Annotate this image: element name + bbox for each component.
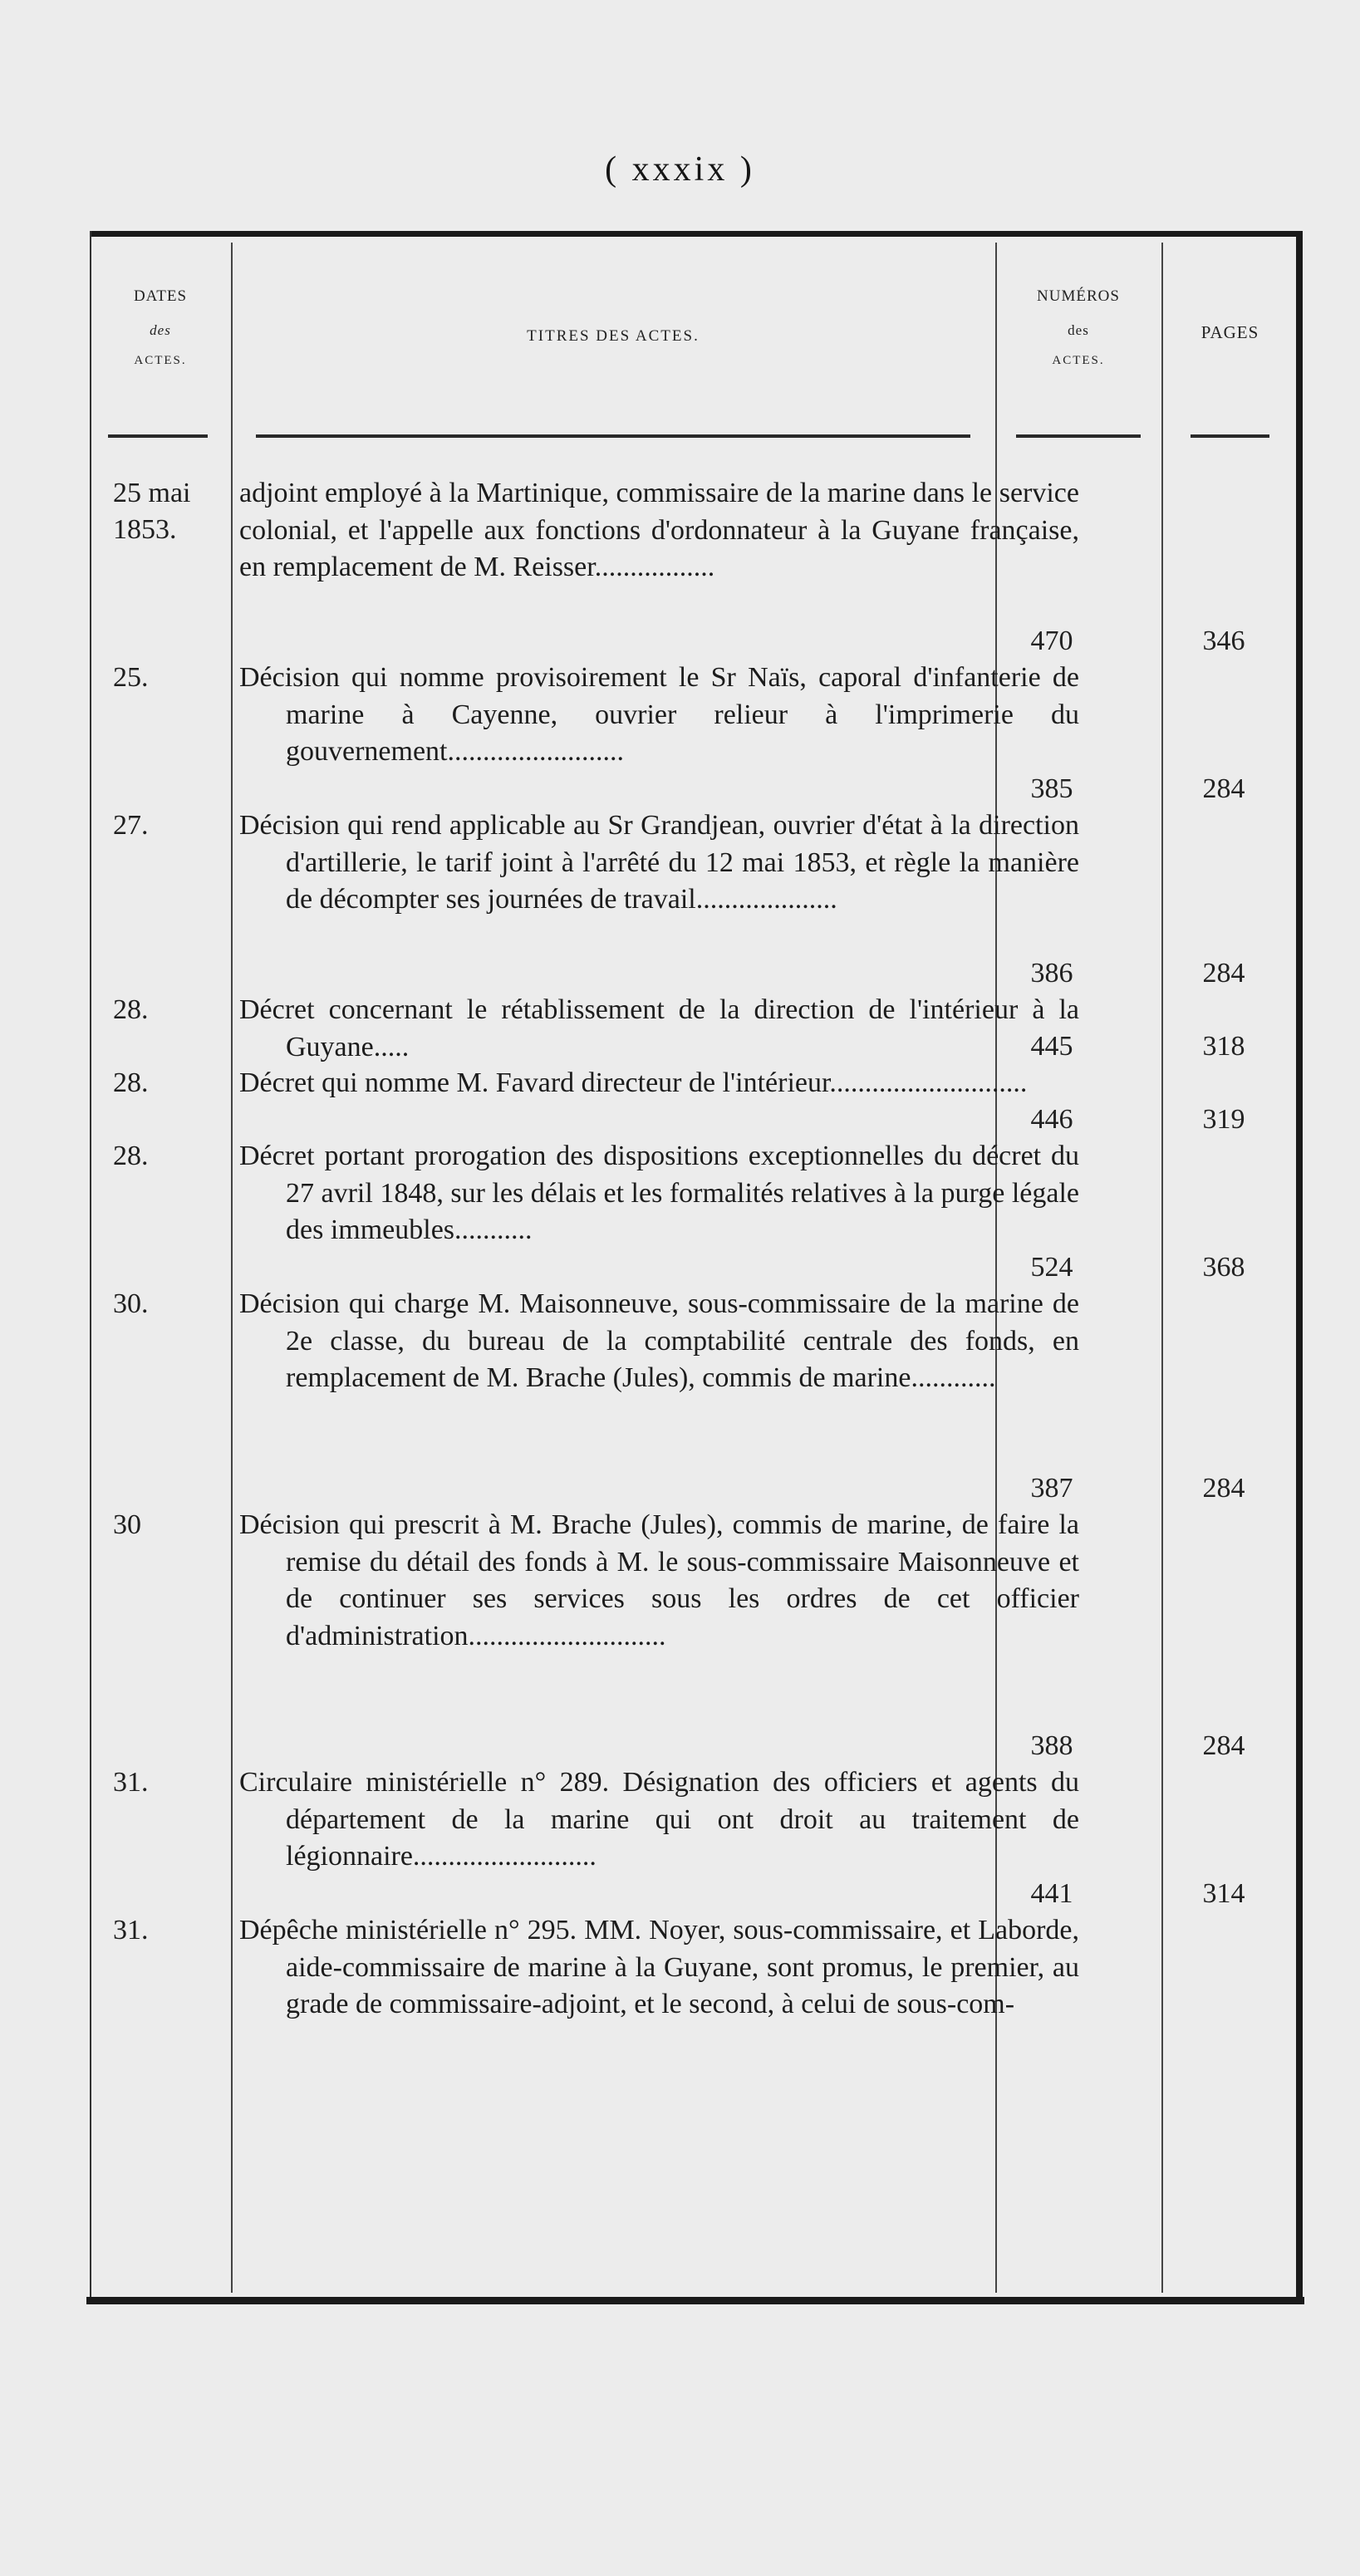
header-rule [256,434,970,438]
table-top-rule [90,231,1303,237]
entry-title [239,1286,1079,1397]
entry-page: 319 [1202,1104,1245,1135]
entry-text: Décision qui charge M. Maisonneuve, sous-commissaire de la marine de 2e classe, du bureau de la comptabilité centrale des fonds, en remplacement de M. Brache (Jules), commis de marine............ [239,1288,1079,1393]
entry-text: Décret portant prorogation des dispositions exceptionnelles du décret du 27 avril 1848, sur les délais et les formalités relatives à la purge légale des immeubles........... [239,1141,1079,1245]
entry-number: 386 [1030,958,1073,989]
header-rule [108,434,208,438]
entry-date: 30 [113,1509,141,1540]
column-divider [1161,243,1163,2293]
entry-page: 318 [1202,1031,1245,1062]
entry-title [239,807,1079,919]
entry-text: Décision qui rend applicable au Sr Grandjean, ouvrier d'état à la direction d'artillerie, le tarif joint à l'arrêté du 12 mai 1853, et règle la manière de décompter ses journées de travail.................... [239,810,1079,915]
entry-number: 388 [1030,1730,1073,1761]
entry-date: 25. [113,662,149,693]
entry-title [239,1912,1079,2024]
header-titles: TITRES DES ACTES. [527,327,700,345]
acts-table [90,231,1303,2313]
entry-text: Circulaire ministérielle n° 289. Désignation des officiers et agents du département de la marine qui ont droit au traitement de légionnaire.......................... [239,1767,1079,1872]
entry-text: Dépêche ministérielle n° 295. MM. Noyer, sous-commissaire, et Laborde, aide-commissaire de marine à la Guyane, sont promus, le premier, au grade de commissaire-adjoint, et le second, à celui de sous-com- [239,1915,1079,2019]
entry-date: 31. [113,1767,149,1798]
entry-title [239,992,1079,1066]
entry-date: 30. [113,1288,149,1319]
entry-title [239,475,1079,586]
header-numeros: NUMÉROS [1037,287,1120,305]
header-numeros-des: des [1068,322,1089,338]
entry-number: 524 [1030,1252,1073,1283]
entry-title [239,660,1079,771]
entry-date-year: 1853. [113,514,177,545]
entry-text: adjoint employé à la Martinique, commissaire de la marine dans le service colonial, et l'appelle aux fonctions d'ordonnateur à la Guyane française, en remplacement de M. Reisser................. [239,478,1079,582]
entry-text: Décret qui nomme M. Favard directeur de l'intérieur............................ [239,1067,1028,1098]
entry-title [239,1764,1079,1876]
entry-page: 284 [1202,1473,1245,1504]
entry-date: 28. [113,1141,149,1171]
entry-page: 368 [1202,1252,1245,1283]
table-left-border [90,231,91,2301]
page-number: ( xxxix ) [605,150,755,189]
entry-date: 28. [113,994,149,1025]
header-dates-actes: ACTES. [134,354,187,367]
table-right-border [1296,231,1303,2301]
entry-page: 284 [1202,773,1245,804]
entry-date: 25 mai [113,478,191,508]
column-divider [231,243,233,2293]
header-rule [1191,434,1269,438]
entry-text: Décision qui prescrit à M. Brache (Jules), commis de marine, de faire la remise du détail des fonds à M. le sous-commissaire Maisonneuve et de continuer ses services sous les ordres de cet officier d'administration............................ [239,1509,1079,1651]
entry-date: 28. [113,1067,149,1098]
entry-page: 284 [1202,1730,1245,1761]
entry-number: 387 [1030,1473,1073,1504]
entry-number: 446 [1030,1104,1073,1135]
entry-number: 445 [1030,1031,1073,1062]
entry-number: 441 [1030,1878,1073,1909]
entry-number: 470 [1030,626,1073,656]
header-rule [1016,434,1141,438]
entry-title [239,1065,1079,1102]
entry-date: 27. [113,810,149,841]
entry-page: 314 [1202,1878,1245,1909]
entry-page: 346 [1202,626,1245,656]
entry-text: Décret concernant le rétablissement de la direction de l'intérieur à la Guyane..... [239,994,1079,1062]
entry-text: Décision qui nomme provisoirement le Sr Naïs, caporal d'infanterie de marine à Cayenne, ouvrier relieur à l'imprimerie du gouvernement......................... [239,662,1079,767]
header-numeros-actes: ACTES. [1052,354,1105,367]
entry-number: 385 [1030,773,1073,804]
entry-title [239,1138,1079,1249]
entry-date: 31. [113,1915,149,1945]
entry-page: 284 [1202,958,1245,989]
header-dates-des: des [150,322,171,338]
header-dates: DATES [133,287,188,305]
entry-title [239,1507,1079,1655]
table-bottom-rule [86,2297,1304,2304]
header-pages: PAGES [1200,322,1259,342]
